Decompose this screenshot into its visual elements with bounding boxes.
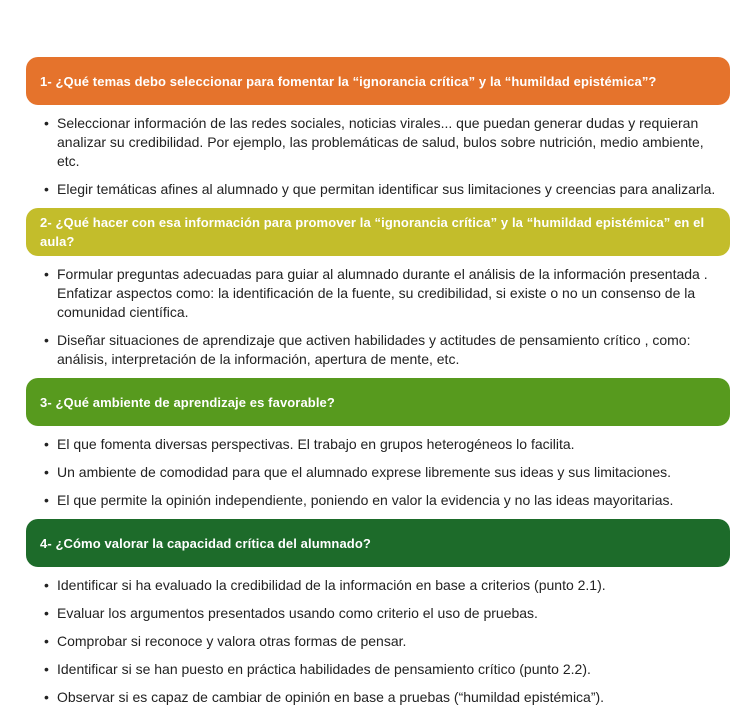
bullet-item — [44, 576, 720, 595]
bullet-text: Identificar si se han puesto en práctica habilidades de pensamiento crítico (punto 2.2). — [57, 661, 591, 677]
bullet-icon: • — [44, 689, 49, 705]
bullet-item — [44, 180, 720, 199]
bullet-icon: • — [44, 633, 49, 649]
bullet-text: Observar si es capaz de cambiar de opinión en base a pruebas (“humildad epistémica”). — [57, 689, 605, 705]
bullet-icon: • — [44, 436, 49, 452]
bullet-text: Un ambiente de comodidad para que el alumnado exprese libremente sus ideas y sus limitaciones. — [57, 464, 672, 480]
bullet-icon: • — [44, 332, 49, 348]
bullet-item — [44, 604, 720, 623]
section-1 — [26, 57, 730, 199]
section-1-title: 1- ¿Qué temas debo seleccionar para fomentar la “ignorancia crítica” y la “humildad epistémica”? — [40, 73, 657, 89]
bullet-icon: • — [44, 181, 49, 197]
bullet-item — [44, 632, 720, 651]
bullet-icon: • — [44, 464, 49, 480]
section-1-bullets — [26, 114, 730, 199]
section-2-title: 2- ¿Qué hacer con esa información para promover la “ignorancia crítica” y la “humildad epistémica” en el aula? — [40, 215, 705, 249]
bullet-icon: • — [44, 266, 49, 282]
section-4-header-bar — [26, 519, 730, 567]
section-2 — [26, 208, 730, 369]
bullet-text: Formular preguntas adecuadas para guiar al alumnado durante el análisis de la información presentada . Enfatizar aspectos como: la identificación de la fuente, su credibilidad, si existe o no un consenso de la comunidad científica. — [57, 266, 708, 320]
bullet-icon: • — [44, 115, 49, 131]
bullet-item — [44, 265, 720, 322]
bullet-item — [44, 491, 720, 510]
section-1-header-bar — [26, 57, 730, 105]
bullet-text: Diseñar situaciones de aprendizaje que activen habilidades y actitudes de pensamiento crítico , como: análisis, interpretación de la información, apertura de mente, etc. — [57, 332, 691, 367]
section-3-header-bar — [26, 378, 730, 426]
section-3-title: 3- ¿Qué ambiente de aprendizaje es favorable? — [40, 394, 335, 410]
bullet-text: Identificar si ha evaluado la credibilidad de la información en base a criterios (punto 2.1). — [57, 577, 606, 593]
section-2-bullets — [26, 265, 730, 369]
bullet-icon: • — [44, 492, 49, 508]
bullet-icon: • — [44, 661, 49, 677]
bullet-text: Evaluar los argumentos presentados usando como criterio el uso de pruebas. — [57, 605, 538, 621]
section-3-bullets — [26, 435, 730, 510]
section-4-title: 4- ¿Cómo valorar la capacidad crítica del alumnado? — [40, 535, 371, 551]
bullet-item — [44, 331, 720, 369]
bullet-text: Comprobar si reconoce y valora otras formas de pensar. — [57, 633, 407, 649]
section-2-header-bar — [26, 208, 730, 256]
section-4-bullets — [26, 576, 730, 707]
bullet-item — [44, 114, 720, 171]
bullet-text: El que permite la opinión independiente, poniendo en valor la evidencia y no las ideas mayoritarias. — [57, 492, 674, 508]
bullet-item — [44, 463, 720, 482]
bullet-item — [44, 435, 720, 454]
section-4 — [26, 519, 730, 707]
bullet-text: El que fomenta diversas perspectivas. El trabajo en grupos heterogéneos lo facilita. — [57, 436, 575, 452]
bullet-text: Seleccionar información de las redes sociales, noticias virales... que puedan generar dudas y requieran analizar su credibilidad. Por ejemplo, las problemáticas de salud, bulos sobre nutrición, medio ambiente, etc. — [57, 115, 704, 169]
bullet-item — [44, 660, 720, 679]
bullet-text: Elegir temáticas afines al alumnado y que permitan identificar sus limitaciones y creencias para analizarla. — [57, 181, 716, 197]
bullet-icon: • — [44, 577, 49, 593]
section-3 — [26, 378, 730, 510]
bullet-icon: • — [44, 605, 49, 621]
bullet-item — [44, 688, 720, 707]
